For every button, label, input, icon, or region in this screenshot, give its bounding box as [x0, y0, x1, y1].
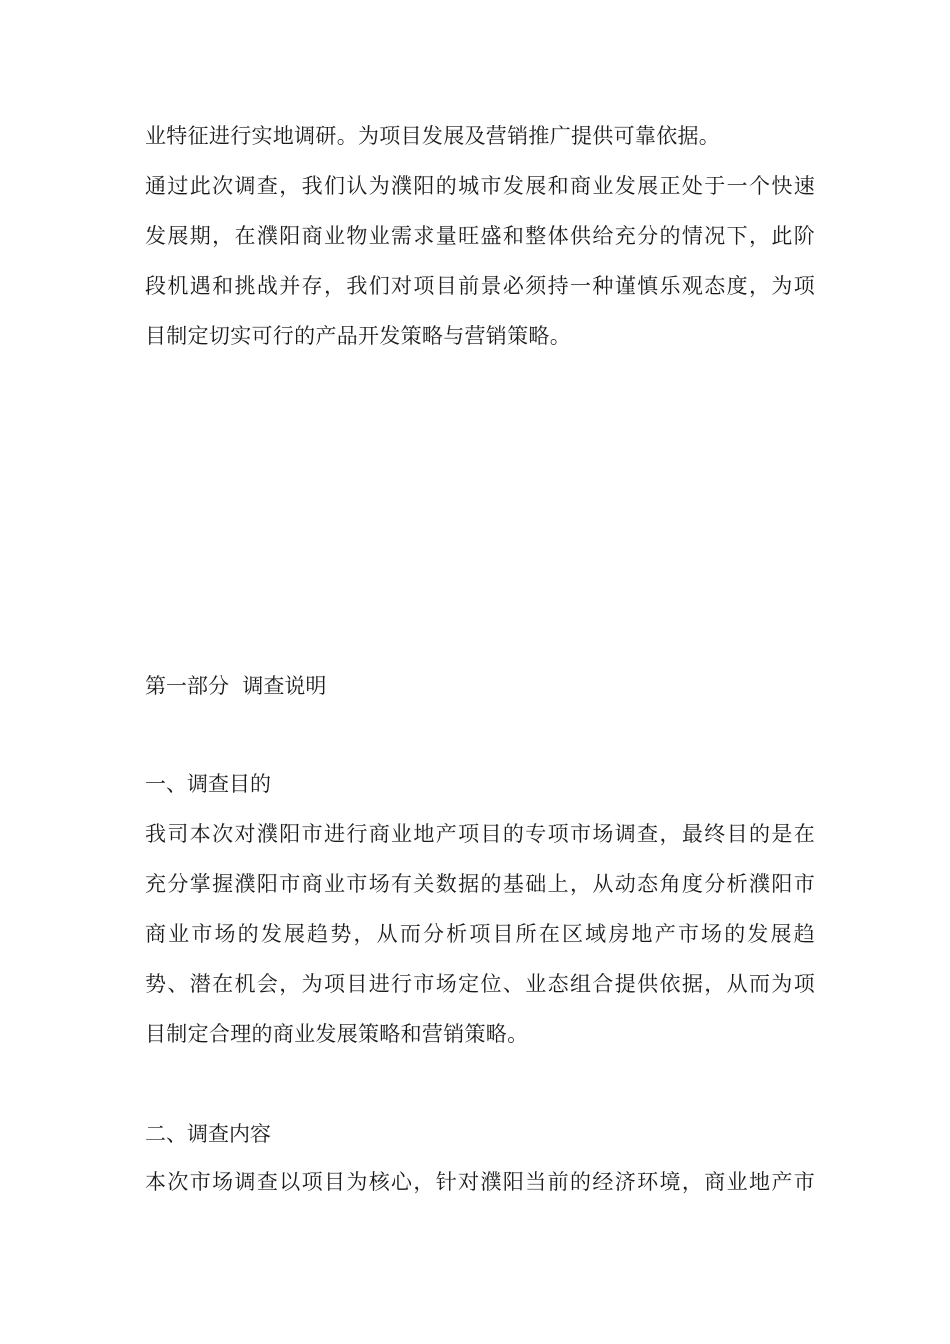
intro-line-5: 目制定切实可行的产品开发策略与营销策略。 — [145, 324, 571, 348]
intro-line-1: 业特征进行实地调研。为项目发展及营销推广提供可靠依据。 — [145, 124, 721, 148]
intro-line-2: 通过此次调查，我们认为濮阳的城市发展和商业发展正处于一个快速 — [145, 174, 815, 198]
intro-line-4: 段机遇和挑战并存，我们对项目前景必须持一种谨慎乐观态度，为项 — [145, 274, 815, 298]
section1-heading: 一、调查目的 — [145, 772, 271, 796]
section1-line-2: 充分掌握濮阳市商业市场有关数据的基础上，从动态角度分析濮阳市 — [145, 872, 815, 896]
part-title: 第一部分 调查说明 — [145, 674, 327, 698]
section2-line-1: 本次市场调查以项目为核心，针对濮阳当前的经济环境，商业地产市 — [145, 1170, 815, 1194]
section2-heading: 二、调查内容 — [145, 1122, 271, 1146]
section1-line-1: 我司本次对濮阳市进行商业地产项目的专项市场调查，最终目的是在 — [145, 822, 815, 846]
section1-line-3: 商业市场的发展趋势，从而分析项目所在区域房地产市场的发展趋 — [145, 922, 815, 946]
intro-line-3: 发展期，在濮阳商业物业需求量旺盛和整体供给充分的情况下，此阶 — [145, 224, 815, 248]
section1-line-4: 势、潜在机会，为项目进行市场定位、业态组合提供依据，从而为项 — [145, 972, 815, 996]
section1-line-5: 目制定合理的商业发展策略和营销策略。 — [145, 1022, 529, 1046]
